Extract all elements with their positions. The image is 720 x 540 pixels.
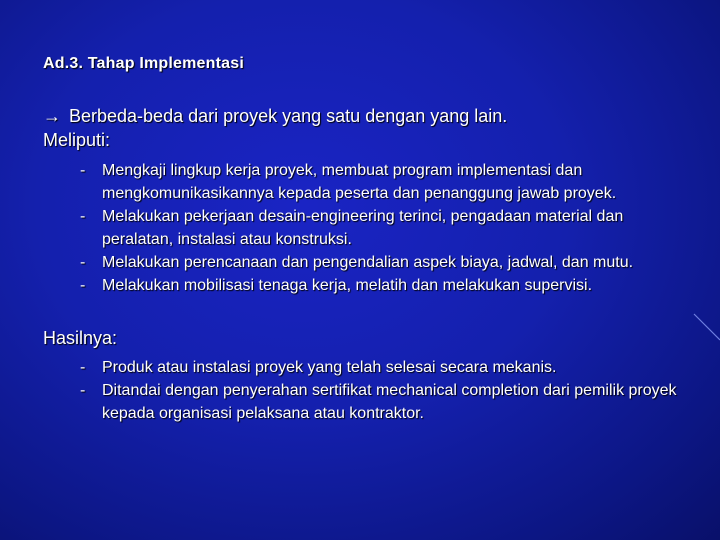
list-item-text: Mengkaji lingkup kerja proyek, membuat program implementasi dan mengkomunikasikannya kepada peserta dan penanggung jawab proyek. xyxy=(102,162,617,202)
bullet-dash: - xyxy=(80,382,86,399)
decorative-line xyxy=(690,300,720,360)
intro-line xyxy=(43,106,507,127)
list-item xyxy=(80,356,690,379)
hasilnya-label: Hasilnya: xyxy=(43,328,118,348)
hasilnya-list xyxy=(80,356,690,425)
meliputi-label: Meliputi: xyxy=(43,130,111,150)
list-item xyxy=(80,159,690,205)
bullet-dash: - xyxy=(80,277,86,294)
list-item-text: Melakukan perencanaan dan pengendalian aspek biaya, jadwal, dan mutu. xyxy=(102,254,634,271)
bullet-dash: - xyxy=(80,208,86,225)
arrow-right-icon: → xyxy=(43,106,61,126)
list-item-text: Produk atau instalasi proyek yang telah selesai secara mekanis. xyxy=(102,359,557,376)
intro-text: Berbeda-beda dari proyek yang satu dengan yang lain. xyxy=(69,106,508,126)
bullet-dash: - xyxy=(80,359,86,376)
list-item xyxy=(80,274,690,297)
bullet-dash: - xyxy=(80,254,86,271)
slide-title: Ad.3. Tahap Implementasi xyxy=(43,55,244,72)
list-item xyxy=(80,379,690,425)
list-item xyxy=(80,251,690,274)
bullet-dash: - xyxy=(80,162,86,179)
list-item-text: Melakukan pekerjaan desain-engineering terinci, pengadaan material dan peralatan, instalasi atau konstruksi. xyxy=(102,208,624,248)
meliputi-list xyxy=(80,159,690,297)
list-item-text: Melakukan mobilisasi tenaga kerja, melatih dan melakukan supervisi. xyxy=(102,277,593,294)
list-item-text: Ditandai dengan penyerahan sertifikat mechanical completion dari pemilik proyek kepada organisasi pelaksana atau kontraktor. xyxy=(102,382,677,422)
list-item xyxy=(80,205,690,251)
